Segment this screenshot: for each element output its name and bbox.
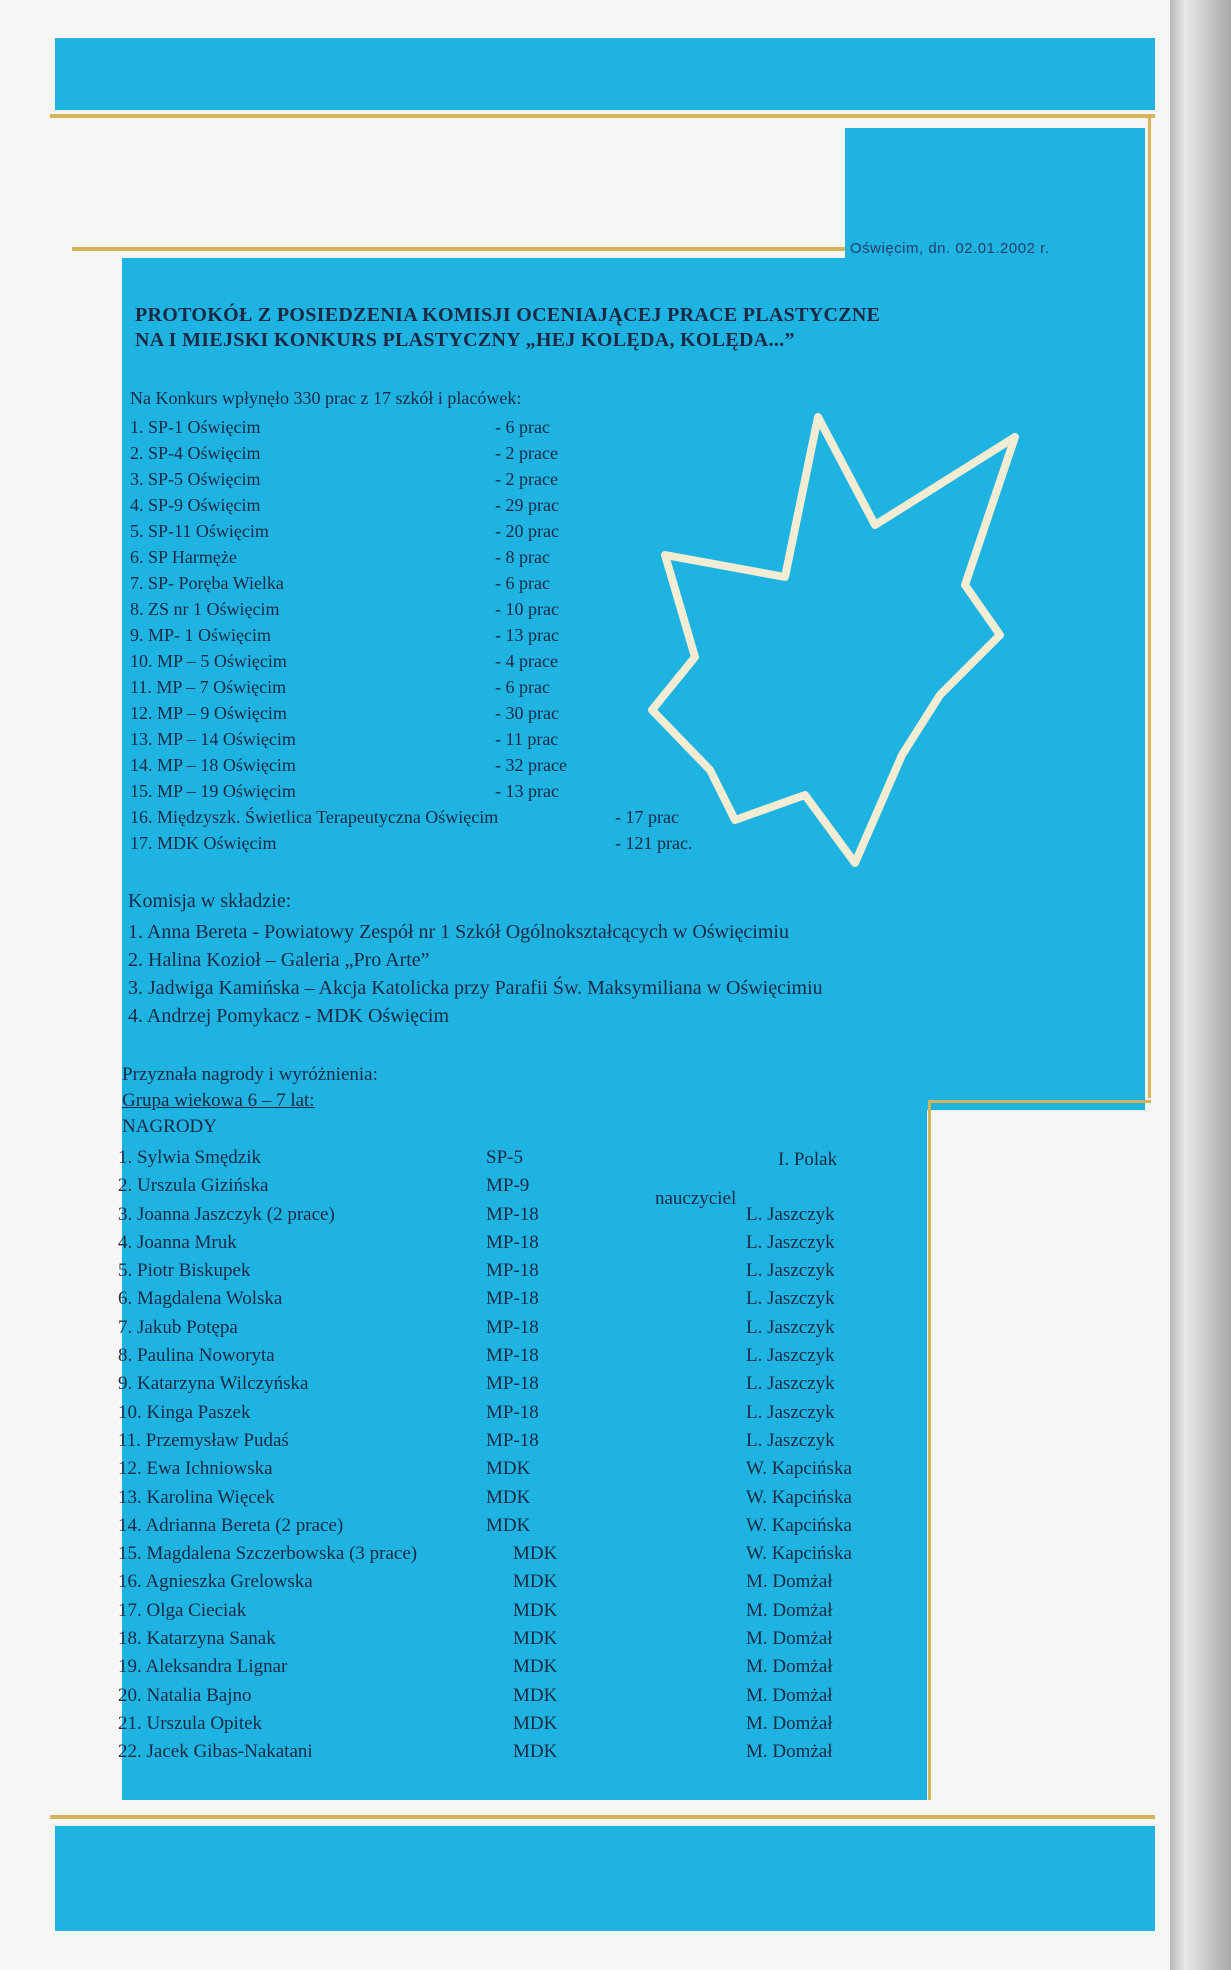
school-name: 3. SP-5 Oświęcim (130, 469, 261, 489)
school-count: - 6 prac (495, 573, 550, 593)
award-school: MDK (513, 1543, 558, 1565)
award-school: MDK (513, 1741, 558, 1763)
komisja-member: 3. Jadwiga Kamińska – Akcja Katolicka przy Parafii Św. Maksymiliana w Oświęcimiu (128, 977, 823, 999)
award-teacher: M. Domżał (746, 1712, 833, 1734)
award-name: 11. Przemysław Pudaś (118, 1429, 289, 1451)
school-name: 11. MP – 7 Oświęcim (130, 677, 287, 697)
award-teacher: M. Domżał (746, 1599, 833, 1621)
award-teacher: L. Jaszczyk (746, 1316, 835, 1338)
school-count: - 2 prace (495, 469, 558, 489)
award-teacher: L. Jaszczyk (746, 1231, 835, 1253)
award-name: 2. Urszula Gizińska (118, 1175, 269, 1197)
gold-line-notch-v (928, 1100, 931, 1800)
teacher-label: nauczyciel (655, 1188, 737, 1209)
awards-heading: Przyznała nagrody i wyróżnienia: (122, 1064, 378, 1085)
award-name: 5. Piotr Biskupek (118, 1260, 251, 1282)
award-school: MP-9 (486, 1175, 530, 1197)
school-name: 12. MP – 9 Oświęcim (130, 703, 287, 723)
school-count: - 29 prac (495, 495, 559, 515)
gold-line-vertical-right (1148, 118, 1151, 1098)
award-school: MDK (513, 1628, 558, 1650)
school-name: 13. MP – 14 Oświęcim (130, 729, 296, 749)
top-banner (55, 38, 1155, 110)
main-panel-upper (845, 128, 1145, 258)
school-name: 7. SP- Poręba Wielka (130, 573, 284, 593)
document-date: Oświęcim, dn. 02.01.2002 r. (850, 240, 1050, 257)
award-teacher: M. Domżał (746, 1684, 833, 1706)
award-teacher: W. Kapcińska (746, 1543, 852, 1565)
award-teacher: M. Domżał (746, 1571, 833, 1593)
award-school: MDK (513, 1712, 558, 1734)
school-name: 17. MDK Oświęcim (130, 833, 277, 853)
komisja-list (128, 918, 823, 1030)
award-name: 14. Adrianna Bereta (2 prace) (118, 1514, 344, 1536)
title-line-1: PROTOKÓŁ Z POSIEDZENIA KOMISJI OCENIAJĄCEJ PRACE PLASTYCZNE (135, 304, 881, 326)
award-school: MP-18 (486, 1288, 539, 1310)
school-name: 16. Międzyszk. Świetlica Terapeutyczna Oświęcim (130, 807, 499, 827)
award-teacher: W. Kapcińska (746, 1486, 852, 1508)
school-count: - 6 prac (495, 417, 550, 437)
award-school: MP-18 (486, 1260, 539, 1282)
award-school: MDK (513, 1571, 558, 1593)
komisja-member: 2. Halina Kozioł – Galeria „Pro Arte” (128, 949, 430, 971)
school-count: - 17 prac (615, 807, 679, 827)
award-name: 20. Natalia Bajno (118, 1684, 252, 1706)
school-name: 5. SP-11 Oświęcim (130, 521, 269, 541)
award-teacher: L. Jaszczyk (746, 1373, 835, 1395)
award-teacher: L. Jaszczyk (746, 1345, 835, 1367)
bottom-gold-line (50, 1815, 1155, 1819)
school-count: - 6 prac (495, 677, 550, 697)
award-name: 6. Magdalena Wolska (118, 1288, 283, 1310)
award-school: MDK (513, 1599, 558, 1621)
award-school: MDK (513, 1656, 558, 1678)
school-count: - 20 prac (495, 521, 559, 541)
title-line-2: NA I MIEJSKI KONKURS PLASTYCZNY „HEJ KOLĘDA, KOLĘDA...” (135, 329, 795, 351)
award-school: MDK (486, 1486, 531, 1508)
award-school: MP-18 (486, 1231, 539, 1253)
award-teacher: L. Jaszczyk (746, 1260, 835, 1282)
award-name: 10. Kinga Paszek (118, 1401, 251, 1423)
award-school: SP-5 (486, 1147, 523, 1168)
award-school: MDK (513, 1684, 558, 1706)
award-teacher: W. Kapcińska (746, 1458, 852, 1480)
award-school: MP-18 (486, 1203, 539, 1225)
school-count: - 13 prac (495, 781, 559, 801)
award-name: 21. Urszula Opitek (118, 1712, 263, 1734)
school-name: 9. MP- 1 Oświęcim (130, 625, 271, 645)
school-name: 10. MP – 5 Oświęcim (130, 651, 287, 671)
award-name: 4. Joanna Mruk (118, 1231, 237, 1253)
award-school: MP-18 (486, 1373, 539, 1395)
award-teacher: L. Jaszczyk (746, 1203, 835, 1225)
document-title (135, 303, 880, 353)
award-teacher: M. Domżał (746, 1741, 833, 1763)
gold-line-mid (72, 247, 845, 251)
school-count: - 121 prac. (615, 833, 693, 853)
award-name: 1. Sylwia Smędzik (118, 1147, 262, 1168)
school-count: - 8 prac (495, 547, 550, 567)
komisja-heading: Komisja w składzie: (128, 890, 292, 912)
awards-label: NAGRODY (122, 1116, 217, 1137)
award-name: 16. Agnieszka Grelowska (118, 1571, 313, 1593)
school-count: - 11 prac (495, 729, 559, 749)
award-name: 17. Olga Cieciak (118, 1599, 247, 1621)
award-school: MP-18 (486, 1345, 539, 1367)
award-name: 22. Jacek Gibas-Nakatani (118, 1741, 313, 1763)
age-group-heading: Grupa wiekowa 6 – 7 lat: (122, 1090, 315, 1111)
award-name: 12. Ewa Ichniowska (118, 1458, 273, 1480)
award-teacher: M. Domżał (746, 1628, 833, 1650)
school-name: 8. ZS nr 1 Oświęcim (130, 599, 280, 619)
school-name: 14. MP – 18 Oświęcim (130, 755, 296, 775)
star-outline (652, 417, 1015, 863)
school-count: - 4 prace (495, 651, 558, 671)
intro-text: Na Konkurs wpłynęło 330 prac z 17 szkół i placówek: (130, 388, 522, 408)
school-count: - 13 prac (495, 625, 559, 645)
school-count: - 2 prace (495, 443, 558, 463)
award-name: 15. Magdalena Szczerbowska (3 prace) (118, 1543, 418, 1565)
bottom-banner (55, 1826, 1155, 1931)
award-name: 3. Joanna Jaszczyk (2 prace) (118, 1203, 335, 1225)
award-school: MP-18 (486, 1429, 539, 1451)
school-name: 4. SP-9 Oświęcim (130, 495, 261, 515)
top-gold-line (50, 114, 1155, 118)
school-name: 2. SP-4 Oświęcim (130, 443, 261, 463)
award-name: 19. Aleksandra Lignar (118, 1656, 288, 1678)
award-teacher: L. Jaszczyk (746, 1401, 835, 1423)
award-name: 13. Karolina Więcek (118, 1486, 275, 1508)
award-teacher: M. Domżał (746, 1656, 833, 1678)
award-teacher: W. Kapcińska (746, 1514, 852, 1536)
school-count: - 10 prac (495, 599, 559, 619)
award-teacher: I. Polak (778, 1149, 838, 1170)
award-teacher: L. Jaszczyk (746, 1288, 835, 1310)
award-name: 7. Jakub Potępa (118, 1316, 238, 1338)
komisja-member: 1. Anna Bereta - Powiatowy Zespół nr 1 Szkół Ogólnokształcących w Oświęcimiu (128, 921, 789, 943)
school-count: - 32 prace (495, 755, 567, 775)
school-name: 15. MP – 19 Oświęcim (130, 781, 296, 801)
school-name: 1. SP-1 Oświęcim (130, 417, 261, 437)
award-school: MP-18 (486, 1316, 539, 1338)
school-name: 6. SP Harmęże (130, 547, 237, 567)
page-edge (1170, 0, 1231, 1970)
award-school: MP-18 (486, 1401, 539, 1423)
award-name: 18. Katarzyna Sanak (118, 1628, 276, 1650)
award-teacher: L. Jaszczyk (746, 1429, 835, 1451)
award-school: MDK (486, 1458, 531, 1480)
school-count: - 30 prac (495, 703, 559, 723)
award-school: MDK (486, 1514, 531, 1536)
gold-line-notch-h (930, 1100, 1151, 1103)
star-decoration-icon (640, 405, 1030, 875)
komisja-member: 4. Andrzej Pomykacz - MDK Oświęcim (128, 1005, 450, 1027)
award-name: 9. Katarzyna Wilczyńska (118, 1373, 309, 1395)
award-name: 8. Paulina Noworyta (118, 1345, 275, 1367)
